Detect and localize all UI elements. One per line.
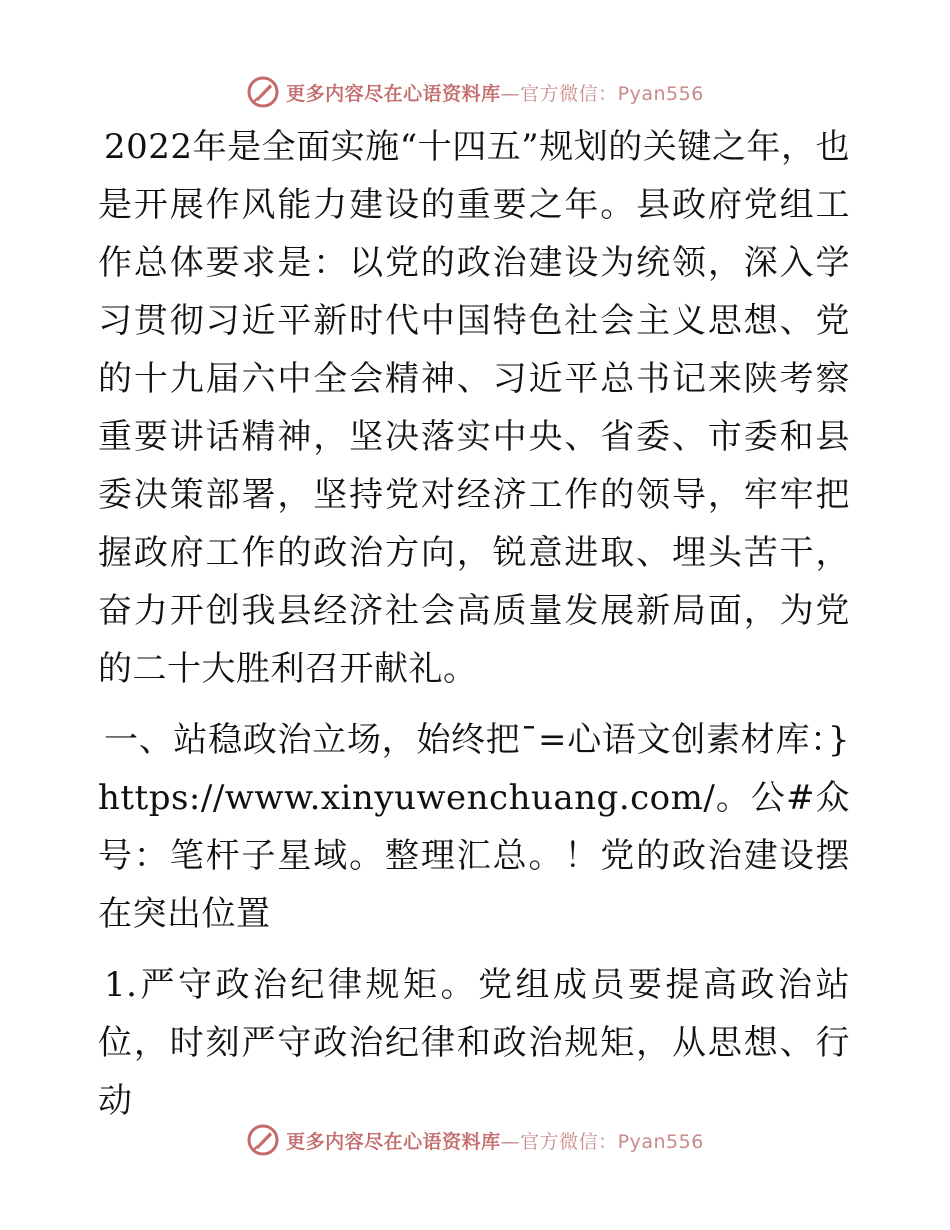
footer-watermark-banner (0, 1118, 950, 1162)
document-body (98, 118, 850, 1143)
header-watermark-banner (0, 70, 950, 114)
feather-pen-logo-icon (246, 1123, 280, 1157)
banner-text: 更多内容尽在心语资料库—官方微信：Pyan556 (286, 1130, 704, 1153)
paragraph-section-heading: 一、站稳政治立场，始终把¯=心语文创素材库：}https://www.xinyuwenchuang.com/。公#众号：笔杆子星域。整理汇总。！党的政治建设摆在突出位置 (98, 720, 850, 934)
paragraph-item-1: 1.严守政治纪律规矩。党组成员要提高政治站位，时刻严守政治纪律和政治规矩，从思想、行动 (98, 965, 850, 1121)
banner-text: 更多内容尽在心语资料库—官方微信：Pyan556 (286, 82, 704, 105)
paragraph-intro: 2022年是全面实施“十四五”规划的关键之年，也是开展作风能力建设的重要之年。县政府党组工作总体要求是：以党的政治建设为统领，深入学习贯彻习近平新时代中国特色社会主义思想、党的十九届六中全会精神、习近平总书记来陕考察重要讲话精神，坚决落实中央、省委、市委和县委决策部署，坚持党对经济工作的领导，牢牢把握政府工作的政治方向，锐意进取、埋头苦干，奋力开创我县经济社会高质量发展新局面，为党的二十大胜利召开献礼。 (98, 127, 850, 689)
feather-pen-logo-icon (246, 75, 280, 109)
